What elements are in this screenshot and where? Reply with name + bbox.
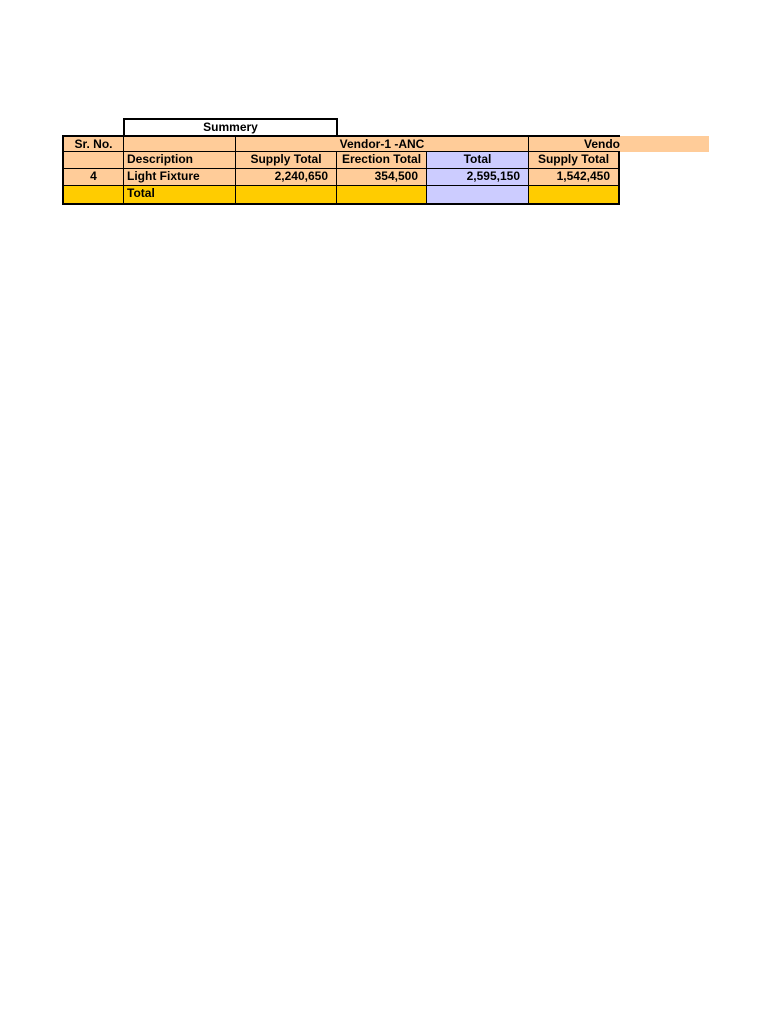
total-row-label: Total [124,186,236,205]
subheader-vendor-2-supply-total: Supply Total [529,152,620,169]
subheader-blank-sr [62,152,124,169]
total-row-total [427,186,529,205]
table-row-supply-total: 2,240,650 [236,169,337,186]
total-row-vendor-2-supply-total [529,186,620,205]
table-row-erection-total: 354,500 [337,169,427,186]
table-row-total: 2,595,150 [427,169,529,186]
subheader-description: Description [124,152,236,169]
subheader-erection-total: Erection Total [337,152,427,169]
total-row-erection-total [337,186,427,205]
header-vendor-1: Vendor-1 -ANC [236,135,529,152]
header-sr-no: Sr. No. [62,135,124,152]
header-vendor-2-fill [620,136,709,152]
total-row-supply-total [236,186,337,205]
table-row-sr-no: 4 [62,169,124,186]
table-row-description: Light Fixture [124,169,236,186]
subheader-total: Total [427,152,529,169]
total-row-blank-sr [62,186,124,205]
table-row-vendor-2-supply-total: 1,542,450 [529,169,620,186]
header-blank-description [124,135,236,152]
subheader-supply-total: Supply Total [236,152,337,169]
header-vendor-2-partial: Vendo [529,135,620,152]
summary-title: Summery [123,118,338,136]
